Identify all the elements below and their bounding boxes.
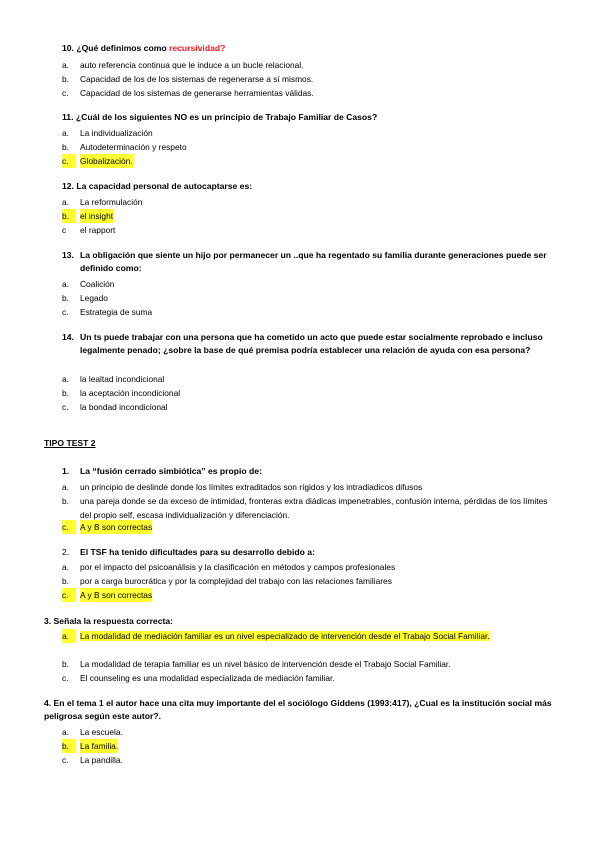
question-12 [62, 180, 562, 193]
question-text: ¿Qué definimos como [76, 43, 169, 53]
test2-question-3: 3. Señala la respuesta correcta: [44, 616, 173, 626]
test2-question-1 [62, 465, 562, 478]
question-text: La obligación que siente un hijo por permanecer un ..que ha regentado su familia durante generaciones puede ser definido como: [80, 250, 547, 274]
question-text: Un ts puede trabajar con una persona que ha cometido un acto que puede estar socialmente reprobado e incluso legalmente penado; ¿sobre la base de qué premisa podría establecer una relación de ayuda con esa persona? [80, 332, 543, 356]
question-14 [62, 331, 562, 357]
test2-question-2 [62, 546, 562, 559]
question-text: ¿Cuál de los siguientes NO es un principio de Trabajo Familiar de Casos? [75, 112, 378, 122]
question-number: 2. [62, 547, 70, 557]
question-11 [62, 111, 562, 124]
question-number: 11. [62, 112, 74, 122]
question-number: 10. [62, 43, 74, 53]
question-13 [62, 249, 562, 275]
question-number: 13. [62, 250, 74, 260]
question-10 [62, 42, 562, 55]
test2-question-4: 4. En el tema 1 el autor hace una cita muy importante del el sociólogo Giddens (1993:417), ¿Cual es la institución social más peligrosa según este autor?. [44, 698, 552, 722]
question-text: El TSF ha tenido dificultades para su desarrollo debido a: [80, 547, 315, 557]
document-page: 10. ¿Qué definimos como recursividad? a. auto referencia continua que le induce a un bucle relacional. b. Capacidad de los de los sistemas de regenerarse a sí mismos. c. Capacidad de los sistemas de generarse herramientas válidas. 11. ¿Cuál de los siguientes NO es un principio de Trabajo Familiar de Casos? a. La individualización b. Autodeterminación y respeto c. Globalización. 12. La capacidad personal de autocaptarse es: a. La reformulación b. el insight c el rapport 13. La obligación que siente un hijo por permanecer un ..que ha regentado su familia durante generaciones puede ser definido como: a. Coalición b. Legado c. Estrategia de suma 14. Un ts puede trabajar con una persona que ha cometido un acto que puede estar socialmente reprobado e incluso legalmente penado; ¿sobre la base de qué premisa podría establecer una relación de ayuda con esa persona? a. la lealtad incondicional b. la aceptación incondicional c. la bondad incondicional TIPO TEST 2 1. La “fusión cerrado simbiótica” es propio de: a. un principio de deslinde donde los límites extraditados son rígidos y los intradiadicos difusos b. una pareja donde se da exceso de intimidad, fronteras extra diádicas impenetrables, confusión interna, pérdidas de los límites del propio self, escasa individualización y diferenciación. c. A y B son correctas 2. El TSF ha tenido dificultades para su desarrollo debido a: a. por el impacto del psicoanálisis y la clasificación en métodos y campos profesionales b. por a carga burocrática y por la complejidad del trabajo con las relaciones familiares c. A y B son correctas 3. Señala la respuesta correcta: a. La modalidad de mediación familiar es un nivel especializado de intervención desde el Trabajo Social Familiar. b. La modalidad de terapia familiar es un nivel básico de intervención desde el Trabajo Social Familiar. c. El counseling es una modalidad especializada de mediación familiar. 4. En el tema 1 el autor hace una cita muy importante del el sociólogo Giddens (1993:417), ¿Cual es la institución social más peligrosa según este autor?. a. La escuela. b. La familia. c. La pandilla. [0, 0, 600, 848]
question-keyword: recursividad? [168, 43, 226, 53]
question-text: La “fusión cerrado simbiótica” es propio de: [80, 466, 262, 476]
question-number: 1. [62, 466, 70, 476]
question-text: La capacidad personal de autocaptarse es: [76, 181, 253, 191]
section-title: TIPO TEST 2 [44, 438, 96, 448]
question-number: 14. [62, 332, 74, 342]
question-number: 12. [62, 181, 74, 191]
